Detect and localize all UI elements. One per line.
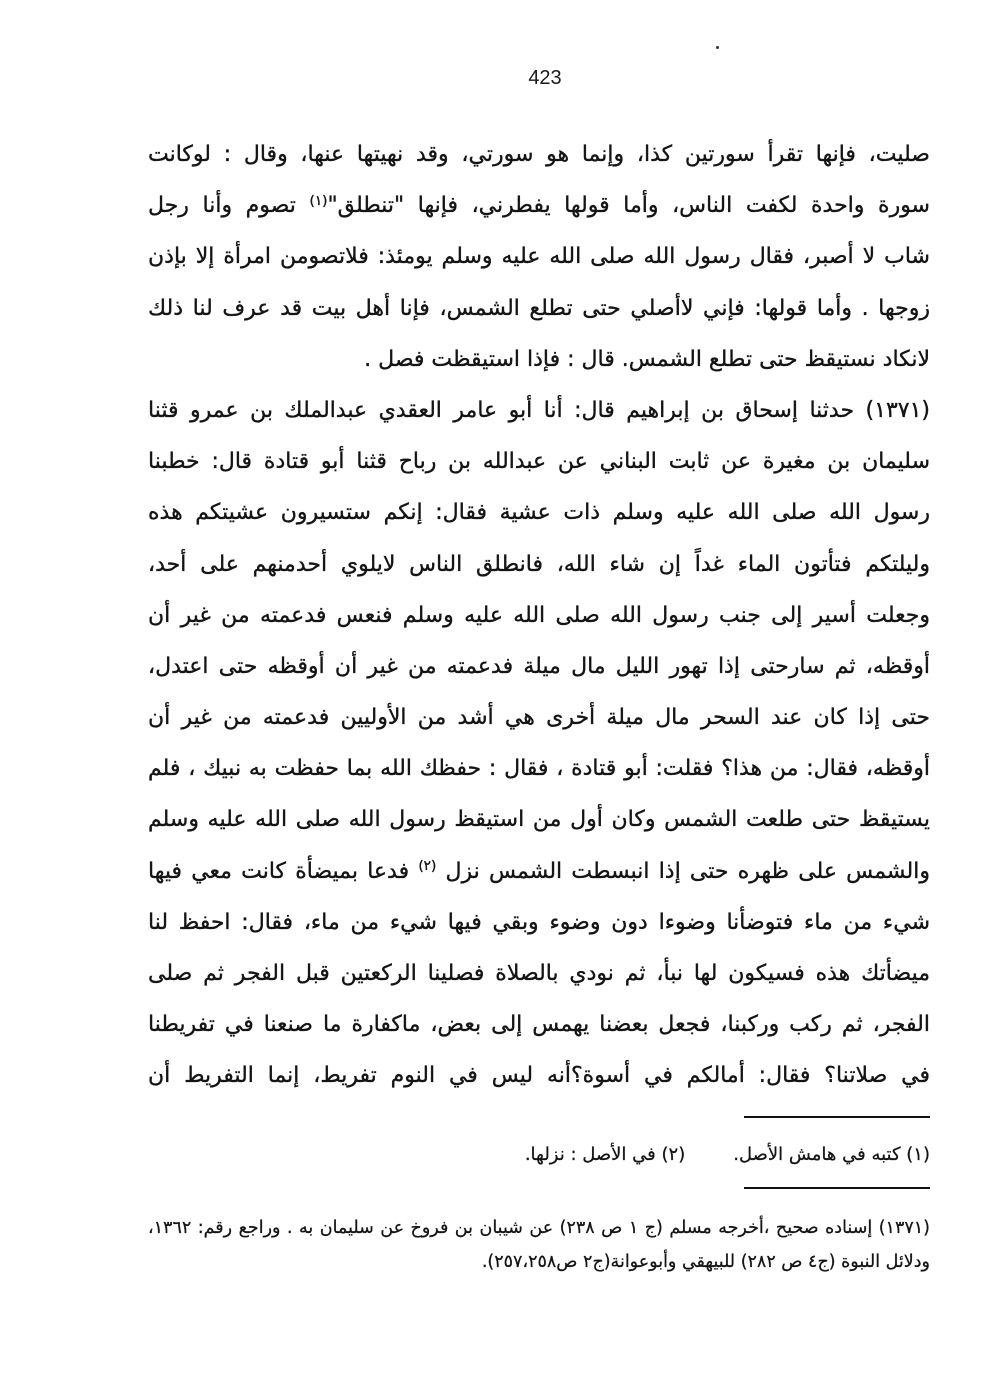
footnote-2: (٢) في الأصل : نزلها.: [524, 1144, 686, 1165]
text-segment: فدعا بميضأة كانت معي فيها: [148, 858, 419, 884]
text-segment: سورة واحدة لكفت الناس، وأما قولها يفطرني، فإنها "تنطلق": [327, 193, 930, 219]
main-text: [148, 129, 930, 1102]
text-line: شاب لا أصبر، فقال رسول الله صلى الله عليه وسلم يومئذ: فلاتصومن امرأة إلا بإذن: [148, 244, 930, 270]
takhrij-notes: [148, 1211, 930, 1279]
text-line: صليت، فإنها تقرأ سورتين كذا، وإنما هو سورتي، وقد نهيتها عنها، وقال : لوكانت: [148, 142, 930, 167]
text-line: (١٣٧١) حدثنا إسحاق بن إبراهيم قال: أنا أبو عامر العقدي عبدالملك بن عمرو قثنا: [148, 397, 930, 423]
page-number: 423: [528, 67, 562, 89]
text-line: شيء من ماء فتوضأنا وضوءا دون وضوء وبقي فيها شيء من ماء، فقال: احفظ لنا: [148, 909, 930, 935]
text-line: [148, 846, 930, 897]
text-line: سليمان بن مغيرة عن ثابت البناني عن عبدالله بن رباح قثنا أبو قتادة قال: خطبنا: [148, 449, 930, 475]
text-line: ميضأتك هذه فسيكون لها نبأ، ثم نودي بالصلاة فصلينا الركعتين قبل الفجر ثم صلى: [148, 961, 930, 986]
takhrij-separator: [744, 1187, 930, 1189]
text-line: حتى إذا كان عند السحر مال ميلة أخرى هي أشد من الأوليين فدعمته من غير أن: [148, 705, 930, 731]
text-line: لانكاد نستيقظ حتى تطلع الشمس. قال : فإذا استيقظت فصل .: [364, 346, 930, 372]
takhrij-line: (١٣٧١) إسناده صحيح ،أخرجه مسلم (ج ١ ص ٢٣٨) عن شيبان بن فروخ عن سليمان به . وراجع رقم: ١٣٦٢،: [148, 1218, 930, 1238]
footnotes: [148, 1140, 930, 1170]
text-line: زوجها . وأما قولها: فإني لاأصلي حتى تطلع الشمس، فإنا أهل بيت قد عرف لنا ذلك: [148, 295, 930, 321]
text-line: وليلتكم فتأتون الماء غداً إن شاء الله، فانطلق الناس لايلوي أحدمنهم على أحد،: [148, 551, 930, 577]
text-line: في صلاتنا؟ فقال: أمالكم في أسوة؟أنه ليس في النوم تفريط، إنما التفريط أن: [148, 1063, 930, 1089]
footnote-separator: [744, 1116, 930, 1118]
text-line: الفجر، ثم ركب وركبنا، فجعل بعضنا يهمس إلى بعض، ماكفارة ما صنعنا في تفريطنا: [148, 1012, 930, 1038]
text-line: [148, 180, 930, 231]
text-segment: والشمس على ظهره حتى إذا انبسطت الشمس نزل: [436, 858, 930, 884]
takhrij-line: ودلائل النبوة (ج٤ ص ٢٨٢) للبيهقي وأبوعوانة(ج٢ ص٢٥٧،٢٥٨).: [481, 1252, 930, 1272]
footnote-1: (١) كتبه في هامش الأصل.: [733, 1144, 930, 1165]
text-line: يستيقظ حتى طلعت الشمس وكان أول من استيقظ رسول الله صلى الله عليه وسلم: [148, 807, 930, 833]
footnote-marker: (١): [309, 192, 328, 209]
text-line: وجعلت أسير إلى جنب رسول الله صلى الله عليه وسلم فنعس فدعمته من غير أن: [148, 602, 930, 628]
text-segment: تصوم وأنا رجل: [148, 193, 310, 219]
footnote-marker: (٢): [418, 858, 437, 875]
text-line: أوقظه، ثم سارحتى إذا تهور الليل مال ميلة فدعمته من غير أن أوقظه حتى اعتدل،: [148, 653, 930, 679]
text-line: رسول الله صلى الله عليه وسلم ذات عشية فقال: إنكم ستسيرون عشيتكم هذه: [148, 500, 930, 526]
text-line: أوقظه، فقال: من هذا؟ فقلت: أبو قتادة ، فقال : حفظك الله بما حفظت به نبيك ، فلم: [148, 756, 930, 782]
scan-speck: [716, 46, 719, 49]
